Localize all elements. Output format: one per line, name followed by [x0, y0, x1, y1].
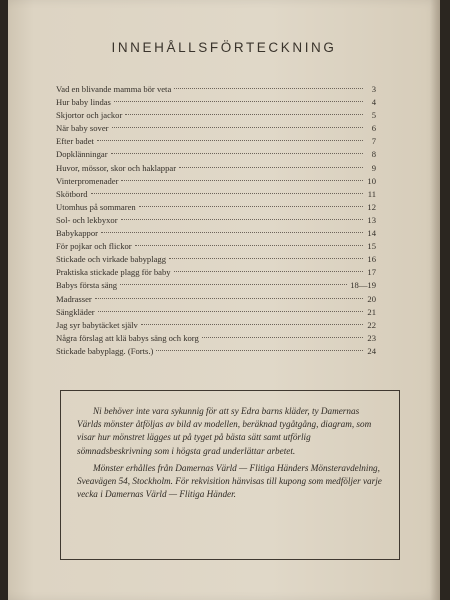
- toc-dot-leader: [169, 258, 363, 259]
- toc-entry: [56, 345, 376, 358]
- toc-entry-title: Huvor, mössor, skor och haklappar: [56, 162, 177, 173]
- toc-dot-leader: [125, 114, 363, 115]
- toc-entry-title: Babys första säng: [56, 280, 118, 291]
- toc-dot-leader: [139, 206, 363, 207]
- notice-paragraph-2: Mönster erhålles från Damernas Värld — Flitiga Händers Mönsteravdelning, Sveavägen 54, Stockholm. För rekvisition hänvisas till kupong som medföljer varje vecka i Damernas Värld — Flitiga Händer.: [77, 462, 382, 500]
- toc-dot-leader: [121, 180, 363, 181]
- toc-entry: [56, 319, 376, 332]
- toc-entry: [56, 293, 376, 306]
- toc-entry-title: Efter badet: [56, 136, 94, 147]
- toc-entry: [56, 279, 376, 292]
- toc-entry-page: 6: [371, 123, 376, 134]
- toc-entry-page: 3: [371, 84, 376, 94]
- toc-entry-page: 4: [371, 97, 376, 108]
- toc-entry-title: Några förslag att klä babys säng och korg: [56, 332, 199, 343]
- toc-entry-title: Sol- och lekbyxor: [56, 214, 118, 225]
- toc-entry-page: 14: [367, 228, 376, 239]
- toc-entry-page: 9: [371, 162, 376, 173]
- toc-entry: [56, 240, 376, 253]
- toc-dot-leader: [97, 140, 363, 141]
- toc-dot-leader: [179, 167, 363, 168]
- toc-entry-title: Hur baby lindas: [56, 97, 111, 108]
- toc-entry-title: Praktiska stickade plagg för baby: [56, 267, 171, 278]
- toc-dot-leader: [141, 324, 363, 325]
- toc-entry-page: 24: [367, 345, 376, 356]
- toc-entry-page: 10: [367, 175, 376, 186]
- toc-entry-page: 11: [367, 188, 376, 199]
- toc-entry: [56, 122, 376, 135]
- toc-dot-leader: [174, 88, 363, 89]
- toc-entry-page: 12: [367, 201, 376, 212]
- toc-entry-title: Stickade babyplagg. (Forts.): [56, 345, 154, 356]
- toc-dot-leader: [202, 337, 363, 338]
- toc-entry-page: 21: [367, 306, 376, 317]
- toc-dot-leader: [111, 153, 363, 154]
- notice-box: [60, 390, 400, 560]
- toc-entry: [56, 332, 376, 345]
- toc-entry: [56, 175, 376, 188]
- toc-entry: [56, 306, 376, 319]
- toc-entry-title: Sängkläder: [56, 306, 95, 317]
- toc-entry-title: Skötbord: [56, 188, 88, 199]
- toc-entry: [56, 135, 376, 148]
- toc-entry-page: 23: [367, 332, 376, 343]
- toc-entry: [56, 83, 376, 96]
- toc-entry-page: 13: [367, 214, 376, 225]
- toc-dot-leader: [98, 311, 363, 312]
- table-of-contents: [56, 83, 376, 358]
- toc-dot-leader: [120, 284, 347, 285]
- toc-dot-leader: [114, 101, 363, 102]
- toc-entry-page: 17: [367, 267, 376, 278]
- toc-dot-leader: [95, 298, 363, 299]
- toc-entry-page: 16: [367, 254, 376, 265]
- page-title: INNEHÅLLSFÖRTECKNING: [111, 40, 337, 55]
- toc-dot-leader: [112, 127, 364, 128]
- toc-entry-title: Jag syr babytäcket själv: [56, 319, 138, 330]
- toc-entry-title: Stickade och virkade babyplagg: [56, 254, 167, 265]
- book-page: [8, 0, 440, 600]
- toc-entry-title: Vad en blivande mamma bör veta: [56, 84, 172, 94]
- toc-entry: [56, 253, 376, 266]
- toc-entry: [56, 227, 376, 240]
- toc-entry-page: 15: [367, 241, 376, 252]
- toc-dot-leader: [156, 350, 363, 351]
- toc-entry: [56, 96, 376, 109]
- toc-entry-title: Vinterpromenader: [56, 175, 119, 186]
- toc-entry-page: 18—19: [350, 280, 376, 291]
- toc-entry-title: Babykappor: [56, 228, 99, 239]
- toc-dot-leader: [174, 271, 363, 272]
- toc-entry-title: Utomhus på sommaren: [56, 201, 136, 212]
- toc-entry: [56, 201, 376, 214]
- toc-dot-leader: [101, 232, 363, 233]
- toc-entry-title: Madrasser: [56, 293, 92, 304]
- toc-entry: [56, 188, 376, 201]
- toc-entry-page: 8: [371, 149, 376, 160]
- toc-entry-title: Dopklänningar: [56, 149, 108, 160]
- toc-entry-page: 22: [367, 319, 376, 330]
- toc-dot-leader: [121, 219, 363, 220]
- toc-entry-page: 5: [371, 110, 376, 121]
- toc-entry: [56, 162, 376, 175]
- page-edge-shadow: [430, 0, 440, 600]
- toc-entry-page: 20: [367, 293, 376, 304]
- notice-paragraph-1: Ni behöver inte vara sykunnig för att sy Edra barns kläder, ty Damernas Världs mönster åtföljas av bild av modellen, beräknad tygåtgång, diagram, som visar hur mönstret lägges ut på tyget på bästa sätt samt utförlig sömnadsbeskrivning som i högsta grad underlättar arbetet.: [77, 406, 372, 456]
- toc-dot-leader: [91, 193, 363, 194]
- toc-entry-title: Skjortor och jackor: [56, 110, 123, 121]
- toc-dot-leader: [135, 245, 363, 246]
- toc-entry-page: 7: [371, 136, 376, 147]
- toc-entry: [56, 214, 376, 227]
- toc-entry-title: För pojkar och flickor: [56, 241, 132, 252]
- toc-entry-title: När baby sover: [56, 123, 109, 134]
- toc-entry: [56, 266, 376, 279]
- toc-entry: [56, 109, 376, 122]
- toc-entry: [56, 148, 376, 161]
